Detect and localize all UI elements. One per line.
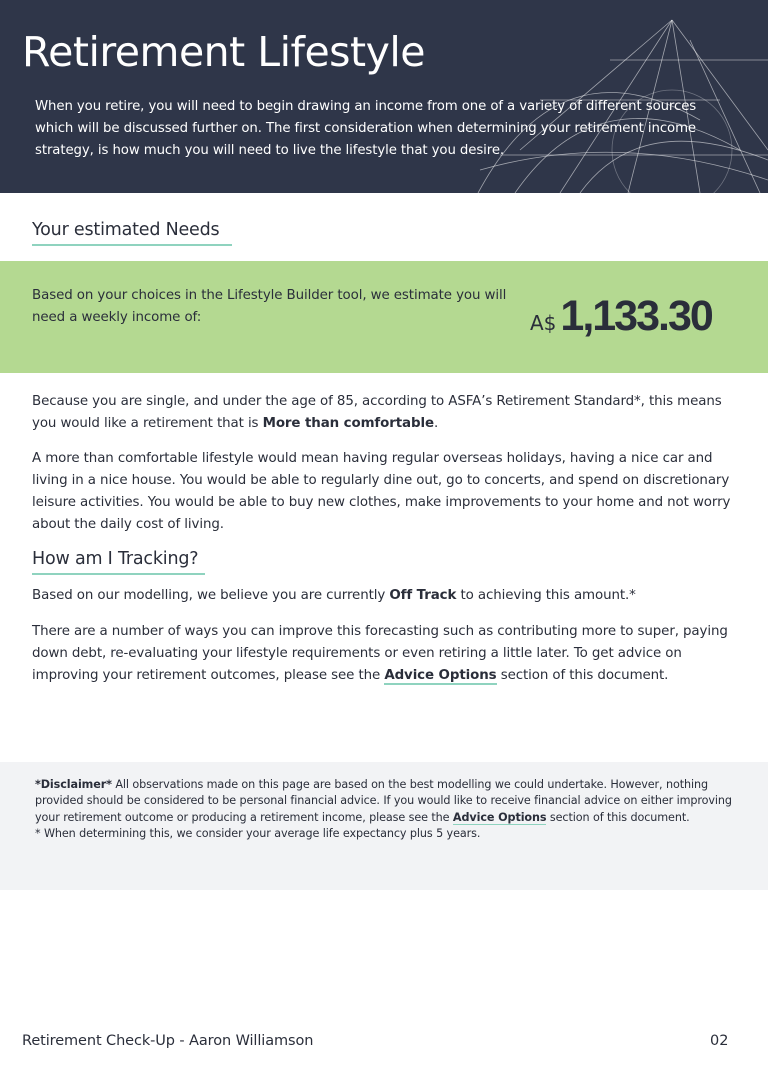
- text-segment: section of this document.: [496, 668, 669, 683]
- disclaimer-label: *Disclaimer*: [35, 778, 112, 791]
- text-segment: Based on our modelling, we believe you are currently: [32, 588, 390, 603]
- disclaimer-advice-options-link[interactable]: Advice Options: [452, 810, 547, 824]
- amount-value: 1,133.30: [560, 292, 712, 340]
- disclaimer-text: [35, 777, 735, 842]
- improvement-paragraph: [32, 621, 732, 687]
- tracking-status-paragraph: [32, 585, 732, 607]
- text-segment: All observations made on this page are based on the best modelling we could undertake. However, nothing provided should be considered to be personal financial advice. If you would like to receive financial advice on either improving your retirement outcome or producing a retirement income, please see the: [35, 778, 732, 824]
- page-header: [0, 0, 768, 193]
- page-number: 02: [710, 1033, 729, 1049]
- weekly-income-amount: [530, 292, 712, 341]
- text-segment: to achieving this amount.*: [456, 588, 636, 603]
- text-segment: There are a number of ways you can improve this forecasting such as contributing more to super, paying down debt, re-evaluating your lifestyle requirements or even retiring a little later. To get advice on improving your retirement outcomes, please see the: [32, 624, 728, 683]
- advice-options-link[interactable]: Advice Options: [384, 668, 497, 683]
- estimated-needs-heading: Your estimated Needs: [32, 220, 232, 246]
- retirement-standard-paragraph: [32, 391, 732, 435]
- tracking-status: Off Track: [389, 588, 457, 603]
- currency-label: A$: [530, 311, 557, 335]
- disclaimer-box: [0, 762, 768, 890]
- text-segment: .: [433, 416, 439, 431]
- intro-paragraph: When you retire, you will need to begin drawing an income from one of a variety of different sources which will be discussed further on. The first consideration when determining your retirement income strategy, is how much you will need to live the lifestyle that you desire.: [35, 99, 697, 158]
- lifestyle-description-paragraph: A more than comfortable lifestyle would mean having regular overseas holidays, having a nice car and living in a nice house. You would be able to regularly dine out, go to concerts, and spend on discretionary leisure activities. You would be able to buy new clothes, make improvements to your home and not worry about the daily cost of living.: [32, 451, 731, 532]
- page-title: Retirement Lifestyle: [22, 28, 425, 76]
- text-segment: section of this document.: [546, 810, 690, 824]
- life-expectancy-footnote: * When determining this, we consider your average life expectancy plus 5 years.: [35, 826, 481, 840]
- footer-document-title: Retirement Check-Up - Aaron Williamson: [22, 1033, 314, 1049]
- text-segment: Because you are single, and under the age of 85, according to ASFA’s Retirement Standard*, this means you would like a retirement that is: [32, 394, 722, 431]
- weekly-income-description: Based on your choices in the Lifestyle Builder tool, we estimate you will need a weekly income of:: [32, 288, 507, 325]
- lifestyle-level: More than comfortable: [262, 416, 434, 431]
- tracking-heading: How am I Tracking?: [32, 549, 205, 575]
